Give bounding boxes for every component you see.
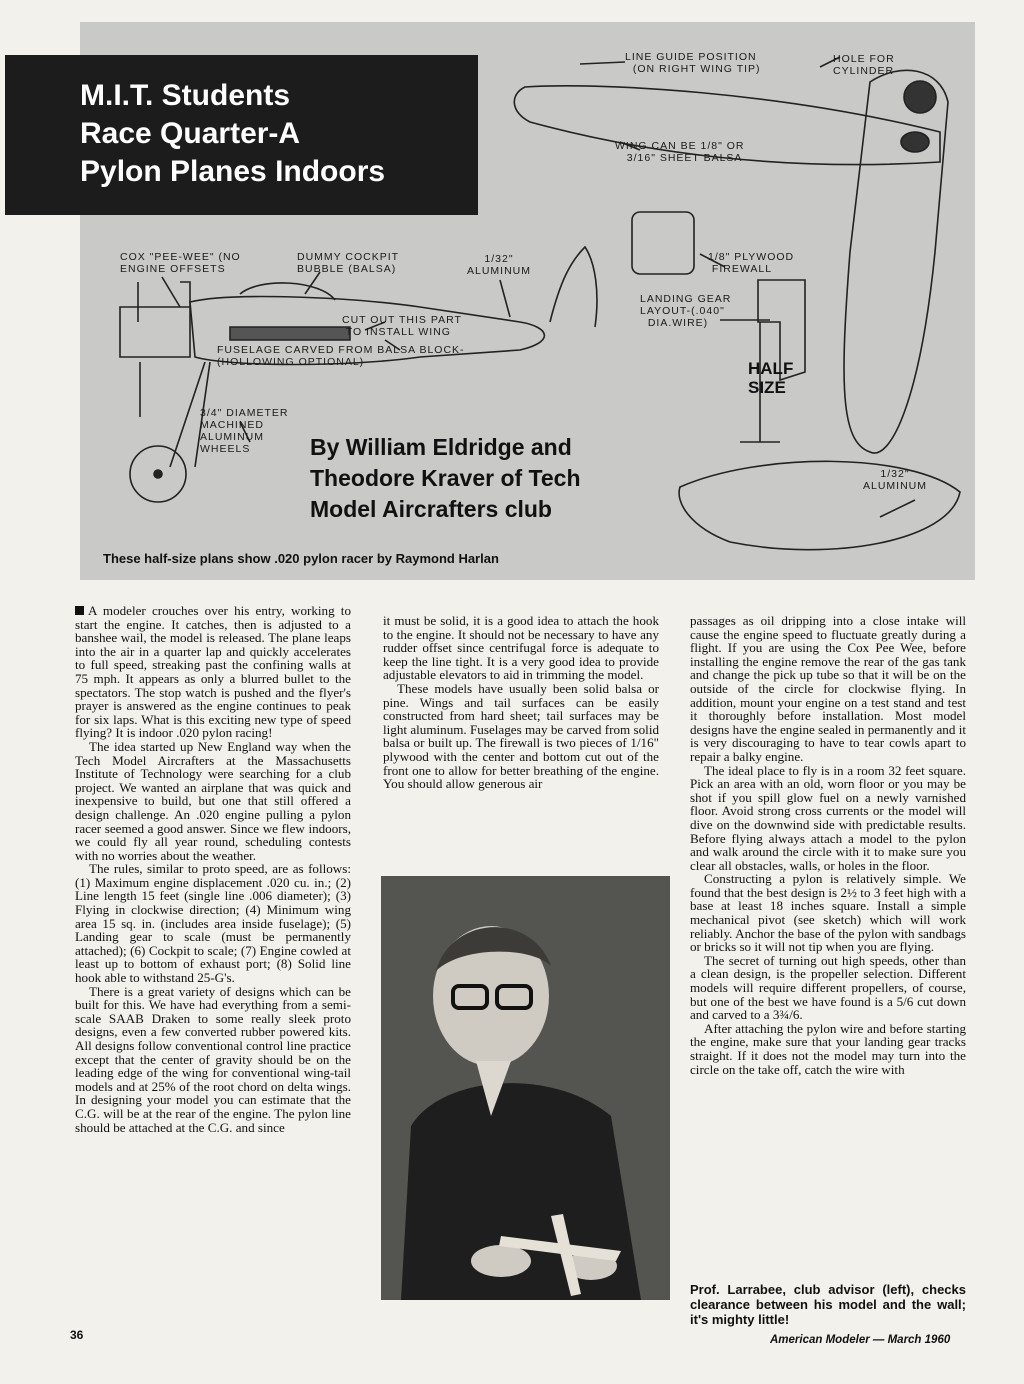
text-column-2 [383,614,659,791]
footer-credit: American Modeler — March 1960 [770,1334,951,1346]
label-half-size: HALF SIZE [748,359,794,397]
paragraph: passages as oil dripping into a close intake will cause the engine speed to fluctuate greatly during a flight. If you are using the Cox Pee Wee, before installing the engine remove the rear of the gas tank and change the pick up tube so that it will be on the outside of the circle for clockwise flying. In addition, mount your engine on a test stand and test it thoroughly before installation. Most model designs have the engine sealed in permanently and it is very discouraging to have to tear cowls apart to repair a balky engine. [690,613,966,764]
article-title [5,55,478,215]
label-wheels: 3/4" DIAMETER MACHINED ALUMINUM WHEELS [200,407,289,455]
label-aluminum-right: 1/32" ALUMINUM [863,468,928,492]
plan-caption: These half-size plans show .020 pylon racer by Raymond Harlan [103,551,499,566]
byline [310,432,581,525]
label-plywood-firewall: 1/8" PLYWOOD FIREWALL [708,251,795,275]
paragraph: There is a great variety of designs which can be built for this. We have had everything from a semi-scale SAAB Draken to some really sleek proto designs, even a few converted rubber powered kits. All designs follow conventional control line practice except that the center of gravity should be on the leading edge of the wing for conventional wing-tail models and at 25% of the root chord on delta wings. In designing your model you can estimate that the C.G. will be at the rear of the engine. The pylon line should be attached at the C.G. and since [75,983,351,1135]
title-line: M.I.T. Students [80,79,290,112]
paragraph: The secret of turning out high speeds, other than a clean design, is the propeller selection. Different models will require different propellers, of course, but one of the best we have found is a 5/6 cut down and carved to a 3¾/6. [690,952,966,1023]
byline-line: By William Eldridge and [310,434,572,460]
label-cut-out: CUT OUT THIS PART TO INSTALL WING [342,314,462,338]
bullet-icon [75,606,84,615]
label-fuselage: FUSELAGE CARVED FROM BALSA BLOCK- (HOLLOWING OPTIONAL) [217,344,465,368]
label-wing-sheet: WING CAN BE 1/8" OR 3/16" SHEET BALSA [615,140,745,164]
title-line: Pylon Planes Indoors [80,155,386,188]
paragraph: it must be solid, it is a good idea to attach the hook to the engine. It should not be necessary to have any rudder offset since centrifugal force is adequate to keep the line tight. It is a very good idea to provide adjustable elevators to aid in trimming the model. [383,613,659,683]
label-landing-gear: LANDING GEAR LAYOUT-(.040" DIA.WIRE) [640,293,732,329]
label-cox-engine: COX "PEE-WEE" (NO ENGINE OFFSETS [120,251,241,275]
title-line: Race Quarter-A [80,117,301,150]
paragraph: After attaching the pylon wire and before starting the engine, make sure that your landing gear tracks straight. If it does not the model may turn into the circle on the take off, catch the wire with [690,1020,966,1077]
text-column-3 [690,614,966,1076]
byline-line: Model Aircrafters club [310,496,552,522]
paragraph: A modeler crouches over his entry, working to start the engine. It catches, then is adjusted to a banshee wail, the model is released. The plane leaps into the air in a quarter lap and quickly accelerates to full speed, streaking past the confining walls at 75 mph. It appears as only a blurred bullet to the spectators. The stop watch is pushed and the flyer's prayer is answered as the engine continues to peak for six laps. What is this exciting new type of speed flying? It is indoor .020 pylon racing! [75,603,351,741]
label-line-guide: LINE GUIDE POSITION (ON RIGHT WING TIP) [625,51,761,75]
label-hole-cylinder: HOLE FOR CYLINDER [833,53,895,77]
paragraph: The idea started up New England way when the Tech Model Aircrafters at the Massachusetts Institute of Technology were searching for a club project. We wanted an airplane that was quick and inexpensive to build, but one that still offered a design challenge. An .020 engine pulling a pylon racer seemed a good answer. Since we flew indoors, we could fly all year round, scheduling contests with no worries about the weather. [75,738,351,863]
paragraph: The rules, similar to proto speed, are as follows: (1) Maximum engine displacement .020 cu. in.; (2) Line length 15 feet (single line .006 diameter); (3) Flying in clockwise direction; (4) Minimum wing area 15 sq. in. (includes area inside fuselage); (5) Landing gear to scale (must be permanently attached); (6) Cockpit to scale; (7) Engine cowled at least up to bottom of exhaust port; (8) Solid line hook able to withstand 25-G's. [75,861,351,986]
label-dummy-cockpit: DUMMY COCKPIT BUBBLE (BALSA) [297,251,400,275]
paragraph: Constructing a pylon is relatively simple. We found that the best design is 2½ to 3 feet high with a base at least 18 inches square. Install a simple mechanical pivot (see sketch) which will work reliably. Anchor the base of the pylon with sandbags or bricks so it will not tip when you are flying. [690,871,966,955]
paragraph: These models have usually been solid balsa or pine. Wings and tail surfaces can be easily constructed from hard sheet; tail surfaces may be light aluminum. Fuselages may be carved from solid balsa or built up. The firewall is two pieces of 1/16" plywood with the center and bottom cut out of the front one to allow for better breathing of the engine. You should allow generous air [383,680,659,792]
paragraph: The ideal place to fly is in a room 32 feet square. Pick an area with an old, worn floor or you may be shot if you spill glow fuel on a newly varnished floor. Avoid strong cross currents or the model will dive on the downwind side with predictable results. Before flying always attach a model to the pylon and walk around the circle with it to make sure you clear all obstacles, walls, or holes in the floor. [690,762,966,873]
byline-line: Theodore Kraver of Tech [310,465,581,491]
photo-image [381,876,670,1300]
photo-prof-larrabee [381,876,670,1300]
photo-caption: Prof. Larrabee, club advisor (left), checks clearance between his model and the wall; it's mighty little! [690,1282,966,1327]
label-aluminum-tail: 1/32" ALUMINUM [467,253,532,277]
text-column-1 [75,604,351,1134]
page-number: 36 [70,1328,84,1342]
